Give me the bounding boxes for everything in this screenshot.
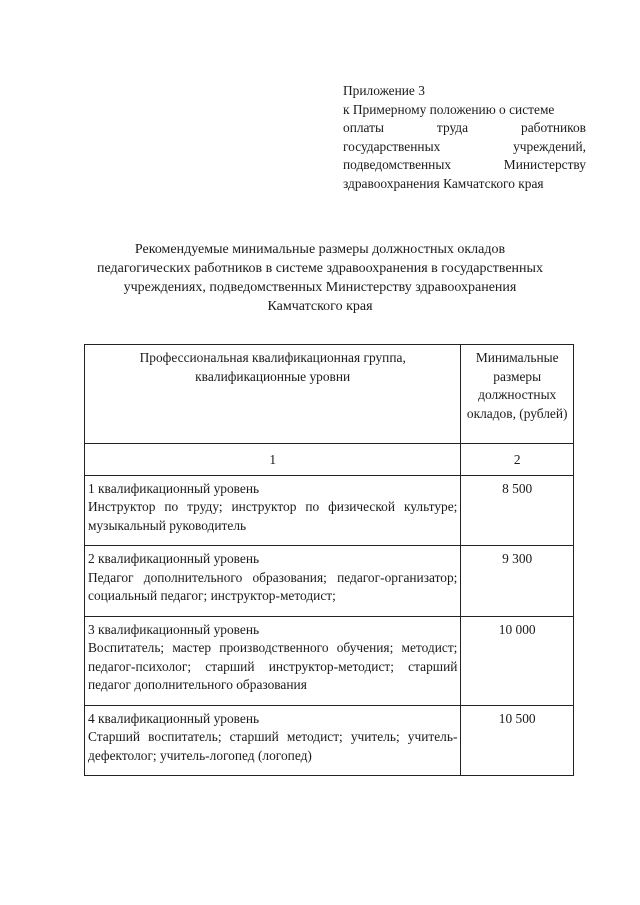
qualification-level: 4 квалификационный уровень xyxy=(88,710,260,726)
appendix-number: Приложение 3 xyxy=(343,83,425,98)
table-row xyxy=(85,705,574,776)
table-header-row xyxy=(85,345,574,444)
appendix-note xyxy=(343,82,586,194)
header-qualification-group: Профессиональная квалификационная группа, квалификационные уровни xyxy=(85,345,461,444)
table-row xyxy=(85,546,574,617)
salary-table xyxy=(84,344,574,776)
qualification-level: 3 квалификационный уровень xyxy=(88,621,260,637)
appendix-reference-line-6: здравоохранения Камчатского края xyxy=(343,175,544,191)
column-number-row xyxy=(85,444,574,476)
position-list: Инструктор по труду; инструктор по физической культуре; музыкальный руководитель xyxy=(88,499,458,533)
salary-value: 9 300 xyxy=(461,546,574,617)
qualification-cell xyxy=(85,475,461,546)
salary-value: 10 000 xyxy=(461,616,574,705)
title-line-4: Камчатского края xyxy=(267,299,373,314)
qualification-level: 2 квалификационный уровень xyxy=(88,551,260,566)
table-row xyxy=(85,616,574,705)
table-row xyxy=(85,475,574,546)
salary-value: 8 500 xyxy=(461,475,574,546)
qualification-level: 1 квалификационный уровень xyxy=(88,480,260,496)
salary-value: 10 500 xyxy=(461,705,574,776)
column-number-2: 2 xyxy=(461,444,574,476)
position-list: Воспитатель; мастер производственного обучения; методист; педагог-психолог; старший инструктор-методист; старший педагог дополнительного образования xyxy=(88,640,458,692)
header-min-salary: Минимальные размеры должностных окладов, (рублей) xyxy=(461,345,574,444)
appendix-reference-line-5: подведомственных Министерству xyxy=(343,157,586,173)
qualification-cell xyxy=(85,616,461,705)
qualification-cell xyxy=(85,705,461,776)
title-line-3: учреждениях, подведомственных Министерству здравоохранения xyxy=(123,280,517,295)
qualification-cell xyxy=(85,546,461,617)
appendix-reference-line-4: государственных учреждений, xyxy=(343,138,586,154)
document-title xyxy=(60,240,580,316)
appendix-reference: к Примерному положению о системе xyxy=(343,101,555,117)
title-line-1: Рекомендуемые минимальные размеры должностных окладов xyxy=(134,242,506,257)
appendix-reference-line-3: оплаты труда работников xyxy=(343,120,586,136)
position-list: Старший воспитатель; старший методист; учитель; учитель-дефектолог; учитель-логопед (логопед) xyxy=(88,729,458,763)
position-list: Педагог дополнительного образования; педагог-организатор; социальный педагог; инструктор-методист; xyxy=(88,569,458,603)
column-number-1: 1 xyxy=(85,444,461,476)
title-line-2: педагогических работников в системе здравоохранения в государственных xyxy=(97,261,543,276)
